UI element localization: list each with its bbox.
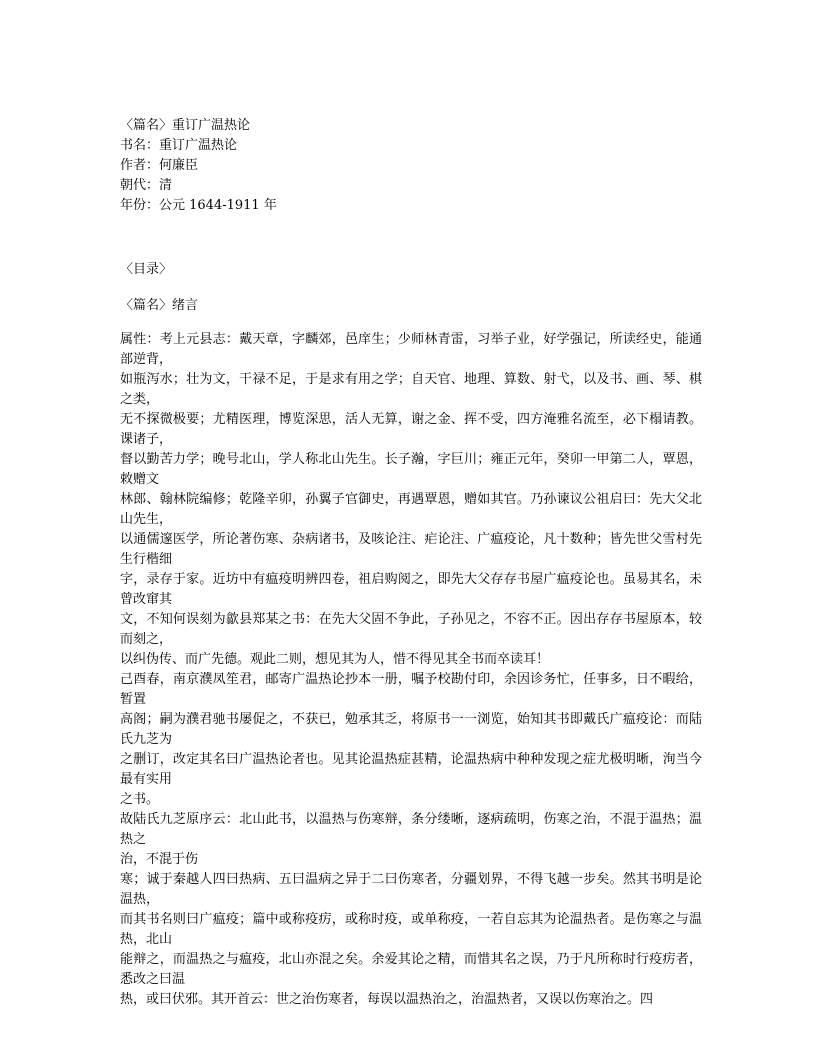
- paragraph: 无不探微极要；尤精医理，博览深思，活人无算，谢之金、挥不受，四方淹雅名流至，必下榻请教。课诸子，: [120, 412, 702, 447]
- paragraph: 高阁；嗣为濮君驰书屡促之，不获已，勉承其乏，将原书一一浏览，始知其书即戴氏广瘟疫论：而陆氏九芝为: [120, 712, 702, 747]
- paragraph: 而其书名则曰广瘟疫；篇中或称疫疠，或称时疫，或单称疫，一若自忘其为论温热者。是伤寒之与温热，北山: [120, 912, 702, 947]
- body-text: [120, 330, 702, 1010]
- paragraph: 林郎、翰林院编修；乾隆辛卯，孙翼子官御史，再遇覃恩，赠如其官。乃孙谏议公祖启曰：先大父北山先生，: [120, 492, 702, 527]
- paragraph: 故陆氏九芝原序云：北山此书，以温热与伤寒辩，条分缕晰，逐病疏明，伤寒之治，不混于温热；温热之: [120, 812, 702, 847]
- toc-heading: 〈目录〉: [120, 262, 173, 277]
- paragraph: 寒；诚于秦越人四曰热病、五曰温病之异于二曰伤寒者，分疆划界，不得飞越一步矣。然其书明是论温热，: [120, 872, 702, 907]
- header-section: 〈篇名〉重订广温热论: [120, 118, 251, 133]
- chapter-title: 〈篇名〉绪言: [120, 298, 199, 313]
- paragraph: 之书。: [120, 792, 160, 807]
- paragraph: 督以勤苦力学；晚号北山，学人称北山先生。长子瀚，字巨川；雍正元年，癸卯一甲第二人，覃恩，敕赠文: [120, 452, 702, 487]
- paragraph: 以纠伪传、而广先德。观此二则，想见其为人，惜不得见其全书而卒读耳！: [120, 652, 550, 667]
- paragraph: 之删订，改定其名曰广温热论者也。见其论温热症甚精，论温热病中种种发现之症尤极明晰，洵当今最有实用: [120, 752, 702, 787]
- paragraph: 字，录存于家。近坊中有瘟疫明辨四卷，祖启购阅之，即先大父存存书屋广瘟疫论也。虽易其名，未曾改窜其: [120, 572, 702, 607]
- header-block: [120, 116, 702, 216]
- paragraph: 热，或曰伏邪。其开首云：世之治伤寒者，每误以温热治之，治温热者，又误以伤寒治之。四: [120, 992, 654, 1007]
- paragraph: 文，不知何误刻为歙县郑某之书：在先大父固不争此，子孙见之，不容不正。因出存存书屋原本，较而刻之，: [120, 612, 702, 647]
- paragraph: 能辩之，而温热之与瘟疫，北山亦混之矣。余爱其论之精，而惜其名之误，乃于凡所称时行疫疠者，悉改之曰温: [120, 952, 702, 987]
- paragraph: 如瓶泻水；壮为文，干禄不足，于是求有用之学；自天官、地理、算数、射弋，以及书、画、琴、棋之类，: [120, 372, 702, 407]
- paragraph: 以通儒邃医学，所论著伤寒、杂病诸书，及咳论注、疟论注、广瘟疫论，凡十数种；皆先世父雪村先生行楷细: [120, 532, 702, 567]
- paragraph: 己酉春，南京濮凤笙君，邮寄广温热论抄本一册，嘱予校勘付印，余因诊务忙，任事多，日不暇给，暂置: [120, 672, 702, 707]
- document-page: [120, 116, 702, 1007]
- paragraph: 治，不混于伤: [120, 852, 199, 867]
- header-book: 书名：重订广温热论: [120, 138, 238, 153]
- header-author: 作者：何廉臣: [120, 158, 199, 173]
- header-dynasty: 朝代：清: [120, 178, 173, 193]
- header-years: 年份：公元 1644-1911 年: [120, 198, 277, 213]
- paragraph: 属性：考上元县志：戴天章，字麟郊，邑庠生；少师林青雷，习举子业，好学强记，所读经史，能通部逆背，: [120, 332, 702, 367]
